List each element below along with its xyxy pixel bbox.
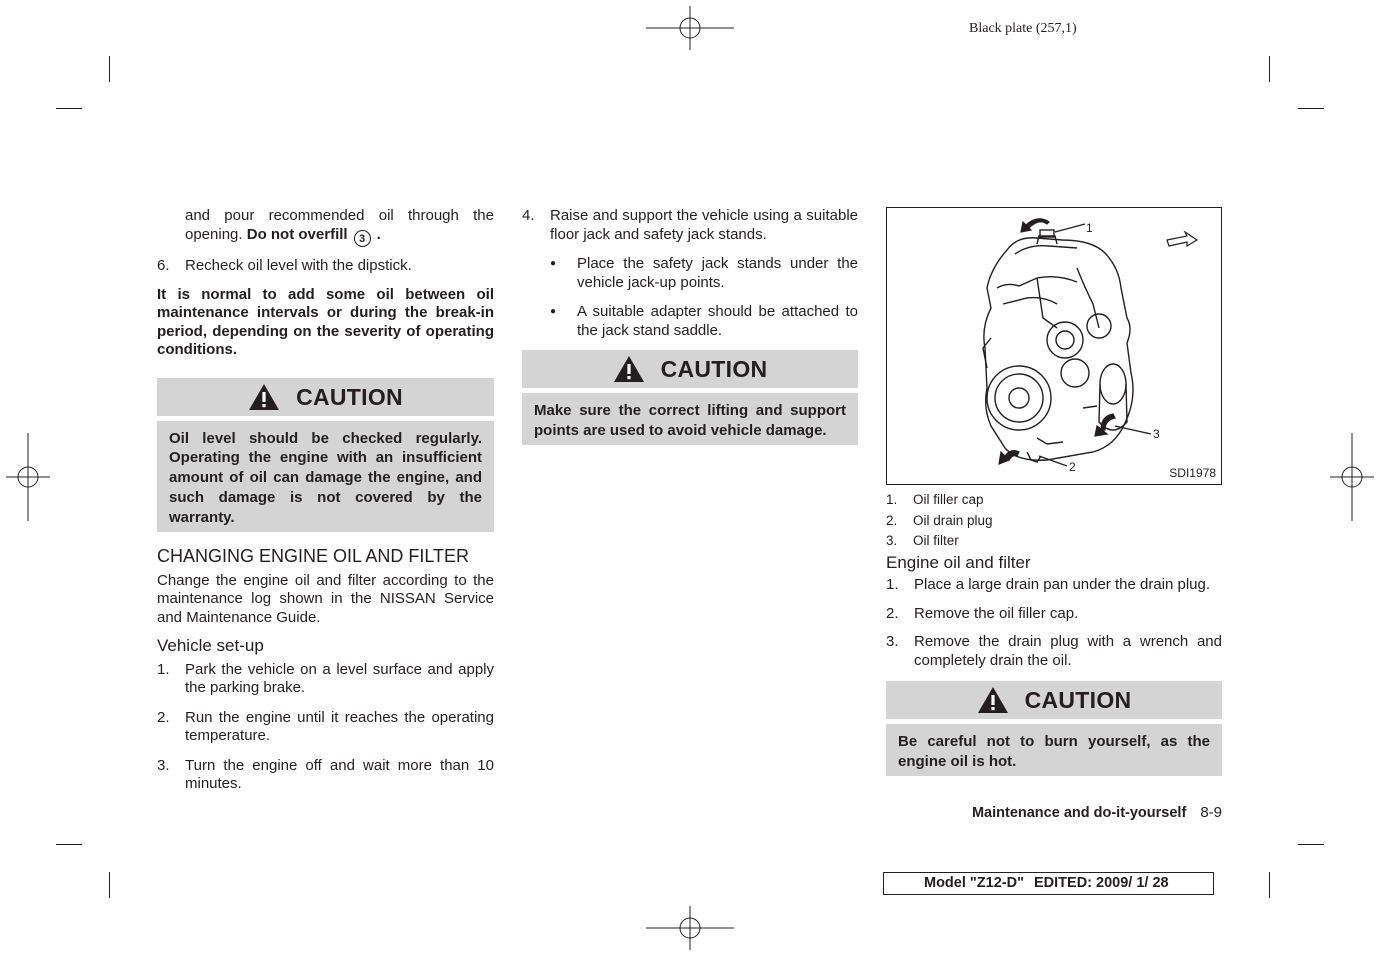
caution-box [522, 350, 858, 445]
bullet-text: A suitable adapter should be attached to the jack stand saddle. [577, 303, 858, 339]
engine-illustration [887, 208, 1221, 484]
caution-box [886, 681, 1222, 776]
caution-header [522, 350, 858, 388]
section-text: Change the engine oil and filter according to the maintenance log shown in the NISSAN Service and Maintenance Guide. [157, 571, 494, 626]
step-text: Raise and support the vehicle using a suitable floor jack and safety jack stands. [550, 207, 858, 243]
registration-mark [6, 433, 50, 521]
plate-label: Black plate (257,1) [969, 21, 1077, 36]
legend-number: 1. [886, 492, 898, 507]
bullet-item [522, 303, 858, 340]
caution-label: CAUTION [1024, 686, 1132, 713]
figure-code: SDI1978 [1169, 465, 1216, 480]
crop-mark [109, 56, 110, 82]
warning-triangle-icon [977, 686, 1009, 714]
step-number: 1. [886, 576, 899, 593]
callout-1: 1 [1086, 221, 1093, 235]
registration-mark [646, 906, 734, 950]
legend-text: Oil filter [913, 533, 959, 548]
callout-number-circle: 3 [354, 230, 371, 247]
model-label: Model [924, 875, 966, 891]
step-item [157, 757, 494, 794]
legend-number: 3. [886, 533, 898, 548]
subsection-title: Engine oil and filter [886, 552, 1031, 572]
step-item [157, 661, 494, 698]
crop-mark [1269, 872, 1270, 898]
callout-3: 3 [1153, 427, 1160, 441]
step-text: Remove the drain plug with a wrench and completely drain the oil. [914, 633, 1222, 669]
step-number: 2. [886, 604, 899, 622]
legend-number: 2. [886, 512, 898, 528]
caution-header [157, 378, 494, 416]
legend-text: Oil drain plug [913, 512, 993, 528]
column-middle [522, 207, 858, 445]
page-footer [972, 804, 1222, 821]
crop-mark [109, 872, 110, 898]
caution-header [886, 681, 1222, 719]
continued-text: and pour recommended oil through the opening. [185, 207, 494, 243]
model-info-box [883, 872, 1214, 895]
bullet-icon: ● [550, 258, 557, 269]
period: . [376, 225, 381, 243]
crop-mark [1298, 108, 1324, 109]
step-number: 3. [157, 756, 170, 774]
footer-section: Maintenance and do-it-yourself [971, 805, 1187, 821]
bullet-item [522, 255, 858, 292]
subsection-title: Vehicle set-up [157, 636, 264, 656]
maintenance-note: It is normal to add some oil between oil maintenance intervals or during the break-in period, depending on the severity of operating conditions. [157, 285, 494, 359]
registration-mark [1330, 433, 1374, 521]
crop-mark [1298, 844, 1324, 845]
step-number: 6. [157, 257, 170, 275]
caution-text: Be careful not to burn yourself, as the engine oil is hot. [886, 724, 1222, 776]
step-text: Park the vehicle on a level surface and apply the parking brake. [185, 660, 494, 697]
column-right [886, 207, 1222, 776]
caution-box [157, 378, 494, 533]
step-6 [157, 257, 494, 276]
step-number: 2. [157, 708, 170, 726]
legend-item [886, 531, 1222, 552]
section-title: CHANGING ENGINE OIL AND FILTER [157, 546, 470, 567]
continued-step [157, 207, 494, 247]
caution-text: Make sure the correct lifting and support points are used to avoid vehicle damage. [522, 393, 858, 445]
model-code: "Z12-D" [969, 875, 1024, 891]
crop-mark [56, 108, 82, 109]
bullet-text: Place the safety jack stands under the vehicle jack-up points. [577, 255, 858, 291]
edited-date: EDITED: 2009/ 1/ 28 [1034, 875, 1169, 891]
step-number: 1. [157, 660, 170, 678]
step-text: Run the engine until it reaches the operating temperature. [185, 708, 494, 745]
registration-mark [646, 6, 734, 50]
caution-text: Oil level should be checked regularly. Operating the engine with an insufficient amount of oil can damage the engine, and such damage is not covered by the warranty. [157, 421, 494, 533]
legend-item [886, 511, 1222, 532]
step-text: Place a large drain pan under the drain plug. [914, 576, 1211, 593]
step-item [886, 633, 1222, 670]
step-item [157, 709, 494, 746]
step-number: 4. [522, 207, 535, 224]
legend-item [886, 490, 1222, 511]
warning-triangle-icon [613, 355, 645, 383]
step-number: 3. [886, 633, 899, 650]
warning-triangle-icon [248, 383, 280, 411]
step-text: Recheck oil level with the dipstick. [185, 257, 412, 275]
figure-legend [886, 490, 1222, 552]
step-item [886, 576, 1222, 595]
crop-mark [1269, 56, 1270, 82]
crop-mark [56, 844, 82, 845]
overfill-warning: Do not overfill [246, 225, 348, 243]
step-4 [522, 207, 858, 244]
step-text: Remove the oil filler cap. [914, 604, 1079, 622]
page-number: 8-9 [1200, 804, 1222, 821]
column-left [157, 207, 494, 794]
caution-label: CAUTION [296, 383, 403, 410]
bullet-icon: ● [550, 306, 557, 317]
step-text: Turn the engine off and wait more than 10 minutes. [185, 756, 494, 793]
legend-text: Oil filler cap [913, 492, 984, 507]
step-item [886, 605, 1222, 624]
caution-label: CAUTION [660, 355, 768, 382]
callout-2: 2 [1069, 460, 1076, 474]
engine-figure [886, 207, 1222, 485]
